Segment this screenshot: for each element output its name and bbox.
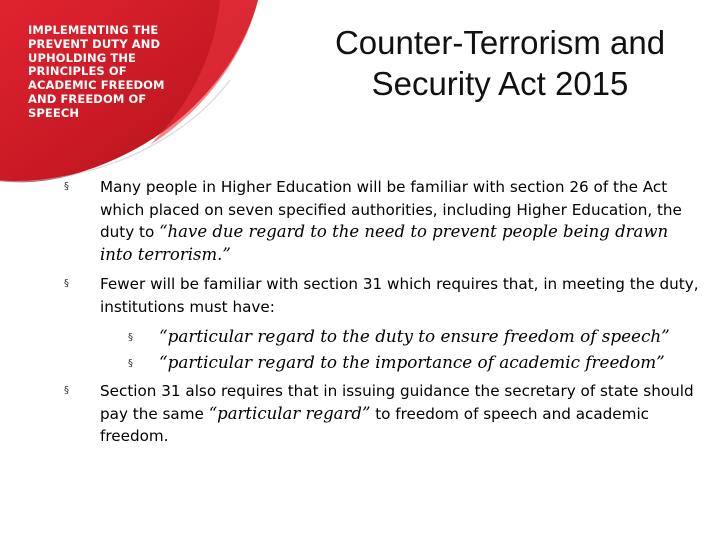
bullet-item	[64, 176, 704, 266]
banner-line: AND FREEDOM OF	[28, 91, 147, 106]
bullet-quote: “have due regard to the need to prevent people being drawn into terrorism.”	[100, 222, 669, 264]
sub-bullet-text: “particular regard to the duty to ensure freedom of speech”	[159, 326, 670, 346]
slide-content	[64, 176, 704, 451]
banner-line: UPHOLDING THE	[28, 50, 137, 65]
bullet-marker-icon: §	[128, 332, 133, 343]
banner-line: PRINCIPLES OF	[28, 64, 127, 79]
bullet-text: Section 31 also requires that in issuing guidance the secretary of state should pay the same	[100, 382, 694, 423]
banner-line: PREVENT DUTY AND	[28, 36, 161, 51]
bullet-item	[64, 273, 704, 318]
bullet-marker-icon: §	[64, 278, 69, 289]
bullet-text: Fewer will be familiar with section 31 which requires that, in meeting the duty, institutions must have:	[100, 275, 699, 316]
bullet-text: to freedom of speech and academic freedom.	[100, 404, 650, 445]
sub-bullet-item	[64, 351, 704, 375]
banner-line: ACADEMIC FREEDOM	[28, 78, 165, 93]
bullet-text: Many people in Higher Education will be familiar with section 26 of the Act which placed on seven specified authorities, including Higher Education, the duty to	[100, 178, 682, 241]
sub-bullet-item	[64, 325, 704, 349]
banner-line: SPEECH	[28, 105, 80, 120]
sub-bullet-text: “particular regard to the importance of academic freedom”	[159, 351, 665, 372]
bullet-marker-icon: §	[128, 357, 133, 369]
banner-line: IMPLEMENTING THE	[28, 23, 159, 37]
bullet-marker-icon: §	[64, 181, 69, 192]
title-line-1: Counter-Terrorism and	[334, 24, 666, 61]
bullet-marker-icon: §	[64, 385, 69, 396]
bullet-quote: “particular regard”	[208, 403, 371, 423]
title-line-2: Security Act 2015	[371, 65, 629, 102]
slide-title	[290, 22, 710, 104]
banner-text	[28, 24, 228, 121]
bullet-item	[64, 380, 704, 448]
